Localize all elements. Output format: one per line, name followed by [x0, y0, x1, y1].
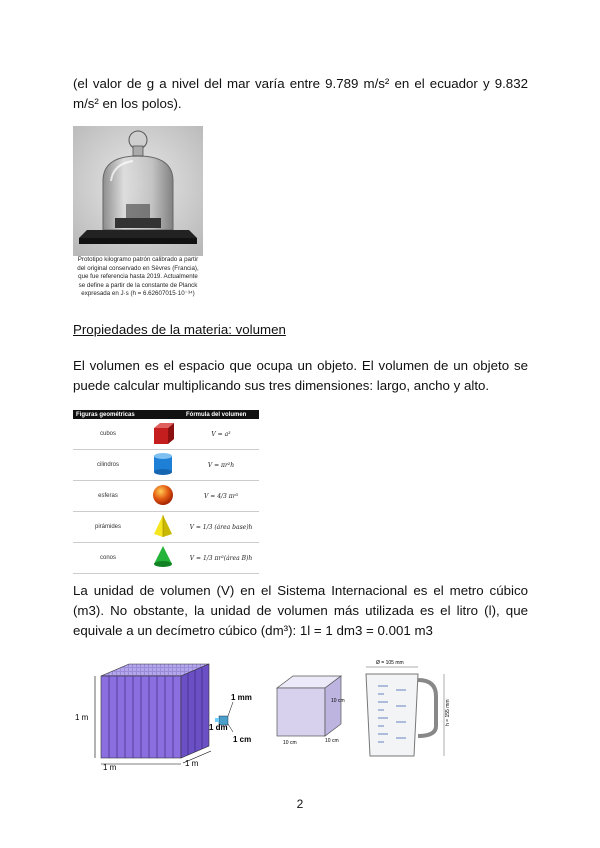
page-number: 2 — [296, 797, 304, 811]
paragraph-line: (m3). No obstante, la unidad de volumen más utilizada es el litro (l), que — [73, 603, 528, 618]
edge-label: 10 cm — [325, 738, 339, 744]
table-row — [73, 419, 259, 450]
formula: V = 1/3 πr²(área B)h — [183, 543, 259, 574]
formula: V = 4/3 πr³ — [183, 481, 259, 512]
caption-line: Prototipo kilogramo patrón calibrado a partir — [77, 256, 199, 263]
paragraph-line: m/s² en los polos). — [73, 96, 182, 111]
paragraph-line: El volumen es el espacio que ocupa un objeto. El volumen de un objeto se — [73, 358, 528, 373]
paragraph-gravity — [73, 74, 528, 114]
caption-line: expresada en J·s (h = 6.62607015·10⁻³⁴) — [81, 290, 195, 298]
paragraph-volume-definition — [73, 356, 528, 396]
caption-line: que fue referencia hasta 2019. Actualmente — [78, 273, 198, 281]
jug-dimension: h = 155 mm — [445, 699, 451, 726]
edge-label: 1 m — [103, 763, 117, 772]
pyramid-icon — [143, 512, 183, 543]
section-heading: Propiedades de la materia: volumen — [73, 322, 286, 337]
header-formula: Fórmula del volumen — [183, 410, 259, 419]
kilogram-prototype-photo — [73, 126, 203, 256]
table-row — [73, 450, 259, 481]
shape-name: esferas — [73, 481, 143, 512]
formula: V = πr²h — [183, 450, 259, 481]
cubic-decimeter-diagram — [273, 672, 353, 748]
edge-label: 1 m — [75, 713, 89, 722]
volume-formula-table — [73, 410, 259, 574]
formula: V = a³ — [183, 419, 259, 450]
shape-name: pirámides — [73, 512, 143, 543]
shape-name: cubos — [73, 419, 143, 450]
paragraph-line: equivale a un decímetro cúbico (dm³): 1l = 1 dm3 = 0.001 m3 — [73, 623, 433, 638]
cone-icon — [143, 543, 183, 574]
table-row — [73, 481, 259, 512]
paragraph-line: puede calcular multiplicando sus tres dimensiones: largo, ancho y alto. — [73, 378, 490, 393]
paragraph-volume-units — [73, 581, 528, 641]
table-header-row — [73, 410, 259, 419]
cube-icon — [143, 419, 183, 450]
table-row — [73, 543, 259, 574]
edge-label: 1 m — [185, 759, 199, 768]
formula: V = 1/3 (área base)h — [183, 512, 259, 543]
unit-label: 1 cm — [233, 735, 252, 744]
paragraph-line: La unidad de volumen (V) en el Sistema Internacional es el metro cúbico — [73, 583, 528, 598]
unit-label: 1 mm — [231, 693, 252, 702]
sphere-icon — [143, 481, 183, 512]
measuring-jug-diagram — [356, 656, 456, 766]
header-shapes: Figuras geométricas — [73, 410, 183, 419]
cylinder-icon — [143, 450, 183, 481]
edge-label: 10 cm — [283, 740, 297, 746]
paragraph-line: (el valor de g a nivel del mar varía entre 9.789 m/s² en el ecuador y 9.832 — [73, 76, 528, 91]
photo-caption — [73, 256, 203, 299]
edge-label: 10 cm — [331, 698, 345, 704]
caption-line: se define a partir de la constante de Planck — [78, 281, 198, 289]
unit-label: 1 dm — [209, 723, 228, 732]
shape-name: conos — [73, 543, 143, 574]
table-row — [73, 512, 259, 543]
shape-name: cilindros — [73, 450, 143, 481]
caption-line: del original conservado en Sèvres (Francia), — [77, 264, 199, 272]
jug-dimension: Ø = 105 mm — [376, 660, 404, 666]
cubic-meter-diagram — [73, 660, 273, 772]
